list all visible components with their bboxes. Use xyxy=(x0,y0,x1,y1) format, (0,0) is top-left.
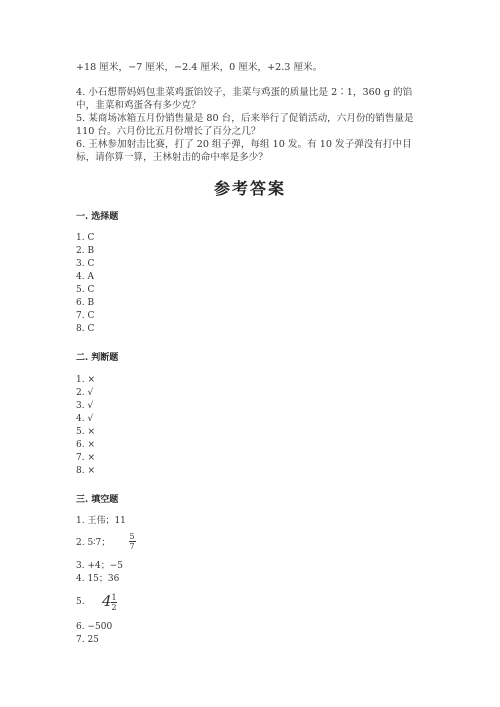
list-item: 1. 王伟；11 xyxy=(76,516,126,526)
list-item: 3. √ xyxy=(76,401,94,411)
fraction xyxy=(110,593,118,612)
list-item: 4. A xyxy=(76,272,94,282)
list-item: 8. × xyxy=(76,466,95,476)
list-item: 2. B xyxy=(76,246,95,256)
list-item: 5. C xyxy=(76,285,95,295)
fraction-numerator: 1 xyxy=(111,593,117,602)
list-item: 8. C xyxy=(76,324,95,334)
question-5-line-1: 5. 某商场冰箱五月份销售量是 80 台，后来举行了促销活动，六月份的销售量是 xyxy=(76,113,414,124)
list-item: 4. 15；36 xyxy=(76,574,120,584)
list-item: 6. × xyxy=(76,440,95,450)
fraction xyxy=(128,532,136,551)
question-6-line-2: 标，请你算一算，王林射击的命中率是多少？ xyxy=(76,152,268,163)
list-item: 2. √ xyxy=(76,388,94,398)
mixed-number-whole: 4 xyxy=(102,592,112,610)
list-item: 7. C xyxy=(76,311,95,321)
list-item: 5. xyxy=(76,597,85,607)
question-4-line-1: 4. 小石想帮妈妈包韭菜鸡蛋馅饺子，韭菜与鸡蛋的质量比是 2∶1，360 g 的馅 xyxy=(76,87,413,98)
list-item: 4. √ xyxy=(76,414,94,424)
fraction-numerator: 5 xyxy=(129,532,135,541)
list-item: 1. × xyxy=(76,375,95,385)
list-item: 6. B xyxy=(76,298,95,308)
list-item: 5. × xyxy=(76,427,95,437)
question-4-line-2: 中，韭菜和鸡蛋各有多少克？ xyxy=(76,100,201,111)
answer-title: 参考答案 xyxy=(213,179,286,198)
fraction-denominator: 2 xyxy=(111,603,117,612)
list-item: 3. C xyxy=(76,259,95,269)
question-6-line-1: 6. 王林参加射击比赛，打了 20 组子弹，每组 10 发。有 10 发子弹没有打中目 xyxy=(76,139,412,150)
question-5-line-2: 110 台。六月份比五月份增长了百分之几？ xyxy=(76,126,261,137)
fraction-denominator: 7 xyxy=(129,542,135,551)
section-heading-fill: 三. 填空题 xyxy=(76,495,119,505)
section-heading-judge: 二. 判断题 xyxy=(76,353,119,363)
list-item: 7. × xyxy=(76,453,95,463)
section-heading-choice: 一. 选择题 xyxy=(76,212,119,222)
list-item: 3. +4；−5 xyxy=(76,561,123,571)
list-item: 6. −500 xyxy=(76,622,113,632)
list-item: 2. 5∶7； xyxy=(76,538,111,548)
question-text-line: +18 厘米，−7 厘米，−2.4 厘米，0 厘米，+2.3 厘米。 xyxy=(76,62,323,73)
list-item: 7. 25 xyxy=(76,635,99,645)
list-item: 1. C xyxy=(76,233,95,243)
